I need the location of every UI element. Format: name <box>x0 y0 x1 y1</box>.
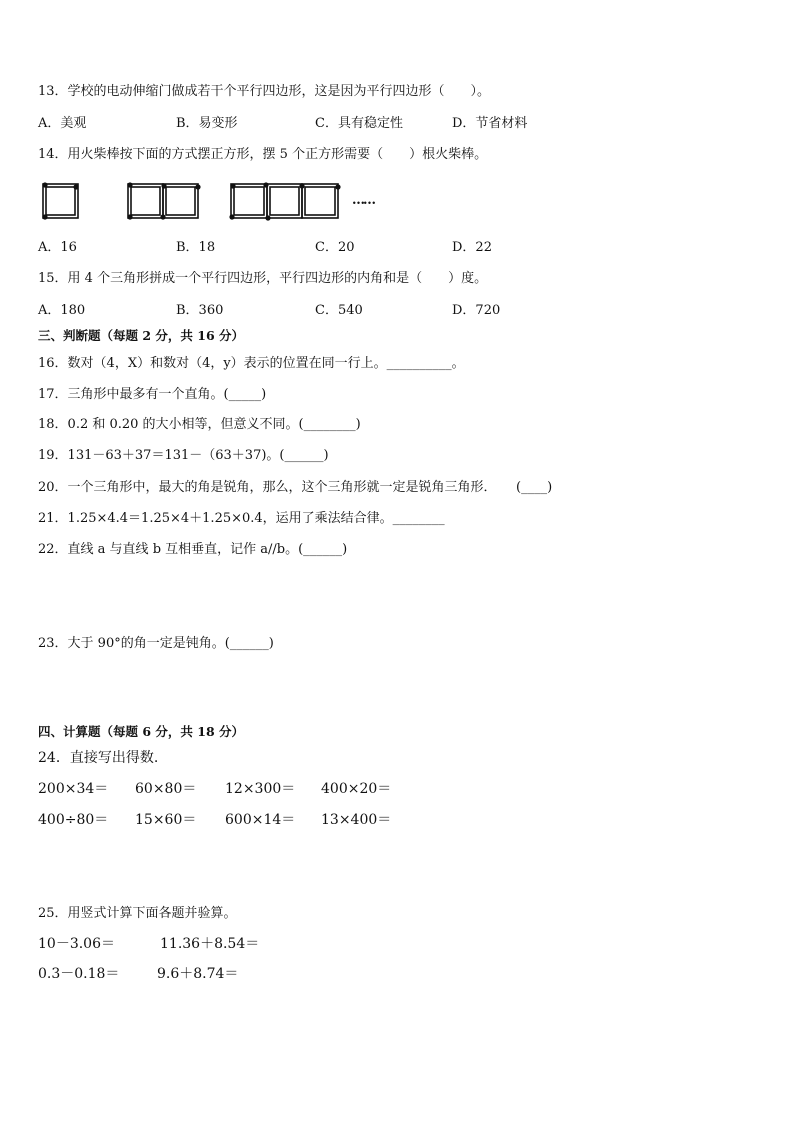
q24-expr: 200×34＝ <box>38 781 109 797</box>
q24-expr: 400÷80＝ <box>38 812 109 828</box>
match-square-group-2 <box>128 184 198 218</box>
q15-stem: 15．用 4 个三角形拼成一个平行四边形，平行四边形的内角和是（ ）度。 <box>38 271 488 286</box>
q13-option-c: C．具有稳定性 <box>315 116 403 131</box>
q25-expr: 0.3－0.18＝ <box>38 966 120 982</box>
judge-item-20: 20．一个三角形中，最大的角是锐角，那么，这个三角形就一定是锐角三角形． (____) <box>38 480 553 495</box>
judge-item-23: 23．大于 90°的角一定是钝角。(______) <box>38 636 274 651</box>
q24-expr: 15×60＝ <box>135 812 197 828</box>
q13-option-a: A．美观 <box>38 116 87 131</box>
q14-stem: 14．用火柴棒按下面的方式摆正方形，摆 5 个正方形需要（ ）根火柴棒。 <box>38 147 488 162</box>
q25-expr: 9.6＋8.74＝ <box>157 966 239 982</box>
q24-expr: 600×14＝ <box>225 812 296 828</box>
match-square-group-1 <box>43 184 78 218</box>
q14-option-c: C．20 <box>315 240 355 255</box>
q14-option-b: B．18 <box>176 240 216 255</box>
q14-option-d: D．22 <box>452 240 492 255</box>
q13-stem: 13．学校的电动伸缩门做成若干个平行四边形，这是因为平行四边形（ ）。 <box>38 84 491 99</box>
section4-heading: 四、计算题（每题 6 分，共 18 分） <box>38 724 245 739</box>
q15-option-b: B．360 <box>176 303 224 318</box>
q24-stem: 24．直接写出得数. <box>38 750 159 766</box>
q14-ellipsis: …… <box>352 193 374 208</box>
q24-expr: 13×400＝ <box>321 812 392 828</box>
q25-expr: 11.36＋8.54＝ <box>160 936 260 952</box>
judge-item-16: 16．数对（4，X）和数对（4，y）表示的位置在同一行上。__________。 <box>38 356 465 371</box>
q15-option-c: C．540 <box>315 303 363 318</box>
match-square-group-3 <box>231 184 338 218</box>
judge-item-21: 21．1.25×4.4＝1.25×4＋1.25×0.4，运用了乘法结合律。________ <box>38 511 445 526</box>
q24-expr: 60×80＝ <box>135 781 197 797</box>
judge-item-17: 17．三角形中最多有一个直角。(_____) <box>38 387 267 402</box>
matchstick-squares-figure <box>36 176 356 226</box>
section3-heading: 三、判断题（每题 2 分，共 16 分） <box>38 328 245 343</box>
q15-option-d: D．720 <box>452 303 501 318</box>
q15-option-a: A．180 <box>38 303 86 318</box>
q13-option-b: B．易变形 <box>176 116 238 131</box>
q14-option-a: A．16 <box>38 240 77 255</box>
q25-expr: 10－3.06＝ <box>38 936 115 952</box>
judge-item-19: 19．131－63＋37＝131－（63＋37)。(______) <box>38 448 329 463</box>
q24-expr: 400×20＝ <box>321 781 392 797</box>
q24-expr: 12×300＝ <box>225 781 296 797</box>
q13-option-d: D．节省材料 <box>452 116 528 131</box>
judge-item-22: 22．直线 a 与直线 b 互相垂直，记作 a//b。(______) <box>38 542 348 557</box>
q25-stem: 25．用竖式计算下面各题并验算。 <box>38 906 237 921</box>
judge-item-18: 18．0.2 和 0.20 的大小相等，但意义不同。(________) <box>38 417 361 432</box>
